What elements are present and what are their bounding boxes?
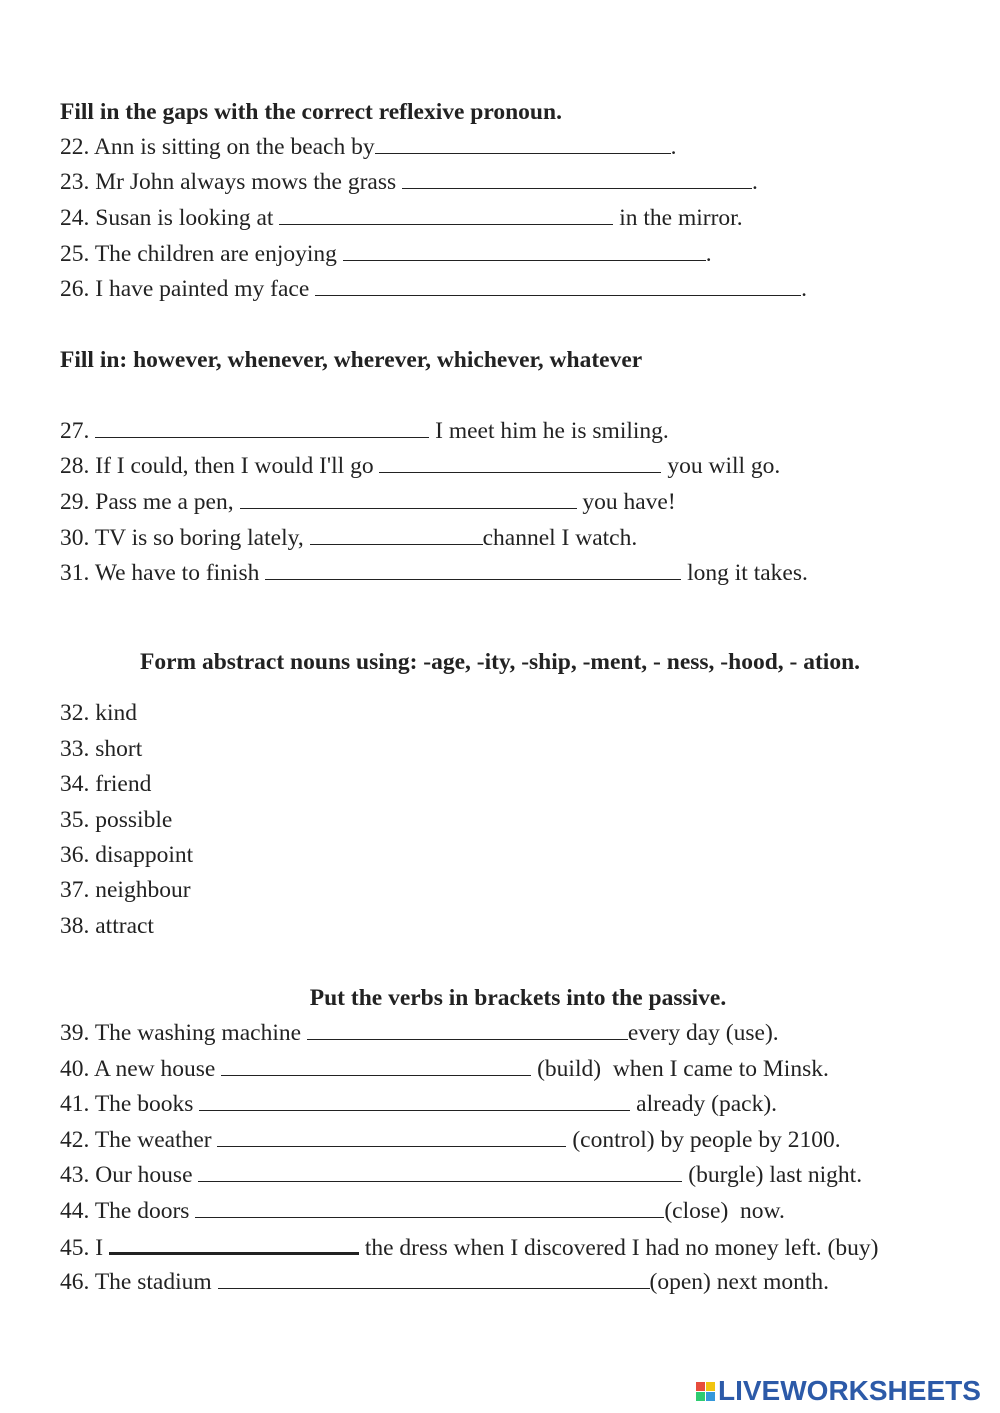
- question-23: 23. Mr John always mows the grass .: [60, 169, 758, 195]
- question-40: 40. A new house (build) when I came to Minsk.: [60, 1056, 829, 1082]
- liveworksheets-logo: [696, 1376, 981, 1406]
- answer-blank-31[interactable]: [265, 559, 681, 580]
- answer-blank-45[interactable]: [109, 1232, 359, 1255]
- question-28: 28. If I could, then I would I'll go you will go.: [60, 453, 781, 479]
- question-45: 45. I the dress when I discovered I had no money left. (buy): [60, 1232, 878, 1262]
- answer-blank-40[interactable]: [221, 1055, 531, 1076]
- question-22: 22. Ann is sitting on the beach by .: [60, 134, 677, 160]
- answer-blank-29[interactable]: [240, 488, 577, 509]
- question-29: 29. Pass me a pen, you have!: [60, 489, 676, 515]
- answer-blank-27[interactable]: [95, 417, 429, 438]
- question-43: 43. Our house (burgle) last night.: [60, 1162, 863, 1188]
- answer-blank-46[interactable]: [218, 1268, 650, 1289]
- answer-blank-30[interactable]: [310, 524, 483, 545]
- question-44: 44. The doors (close) now.: [60, 1198, 785, 1224]
- section-heading-reflexive: Fill in the gaps with the correct reflexive pronoun.: [60, 99, 562, 125]
- section-heading-passive: Put the verbs in brackets into the passive.: [309, 985, 727, 1011]
- list-item: 34. friend: [60, 771, 152, 797]
- question-26: 26. I have painted my face .: [60, 276, 808, 302]
- question-41: 41. The books already (pack).: [60, 1091, 778, 1117]
- list-item: 35. possible: [60, 807, 173, 833]
- section-heading-ever-words: Fill in: however, whenever, wherever, whichever, whatever: [60, 347, 643, 373]
- question-25: 25. The children are enjoying .: [60, 241, 712, 267]
- list-item: 36. disappoint: [60, 842, 194, 868]
- answer-blank-24[interactable]: [279, 204, 613, 225]
- question-39: 39. The washing machine every day (use).: [60, 1020, 779, 1046]
- list-item: 33. short: [60, 736, 143, 762]
- logo-mark-icon: [696, 1382, 715, 1401]
- answer-blank-44[interactable]: [195, 1197, 664, 1218]
- question-42: 42. The weather (control) by people by 2100.: [60, 1127, 841, 1153]
- answer-blank-25[interactable]: [343, 240, 706, 261]
- section-heading-abstract-nouns: Form abstract nouns using: -age, -ity, -ship, -ment, - ness, -hood, - ation.: [139, 649, 861, 675]
- answer-blank-23[interactable]: [402, 168, 752, 189]
- answer-blank-43[interactable]: [198, 1161, 682, 1182]
- question-46: 46. The stadium (open) next month.: [60, 1269, 830, 1295]
- logo-text: LIVEWORKSHEETS: [718, 1375, 981, 1406]
- question-24: 24. Susan is looking at in the mirror.: [60, 205, 743, 231]
- question-31: 31. We have to finish long it takes.: [60, 560, 808, 586]
- answer-blank-28[interactable]: [379, 452, 661, 473]
- answer-blank-41[interactable]: [199, 1090, 630, 1111]
- answer-blank-39[interactable]: [307, 1019, 628, 1040]
- answer-blank-22[interactable]: [375, 133, 671, 154]
- question-30: 30. TV is so boring lately, channel I watch.: [60, 525, 638, 551]
- list-item: 38. attract: [60, 913, 154, 939]
- answer-blank-26[interactable]: [315, 275, 801, 296]
- answer-blank-42[interactable]: [217, 1126, 566, 1147]
- list-item: 37. neighbour: [60, 877, 191, 903]
- question-27: 27. I meet him he is smiling.: [60, 418, 669, 444]
- list-item: 32. kind: [60, 700, 138, 726]
